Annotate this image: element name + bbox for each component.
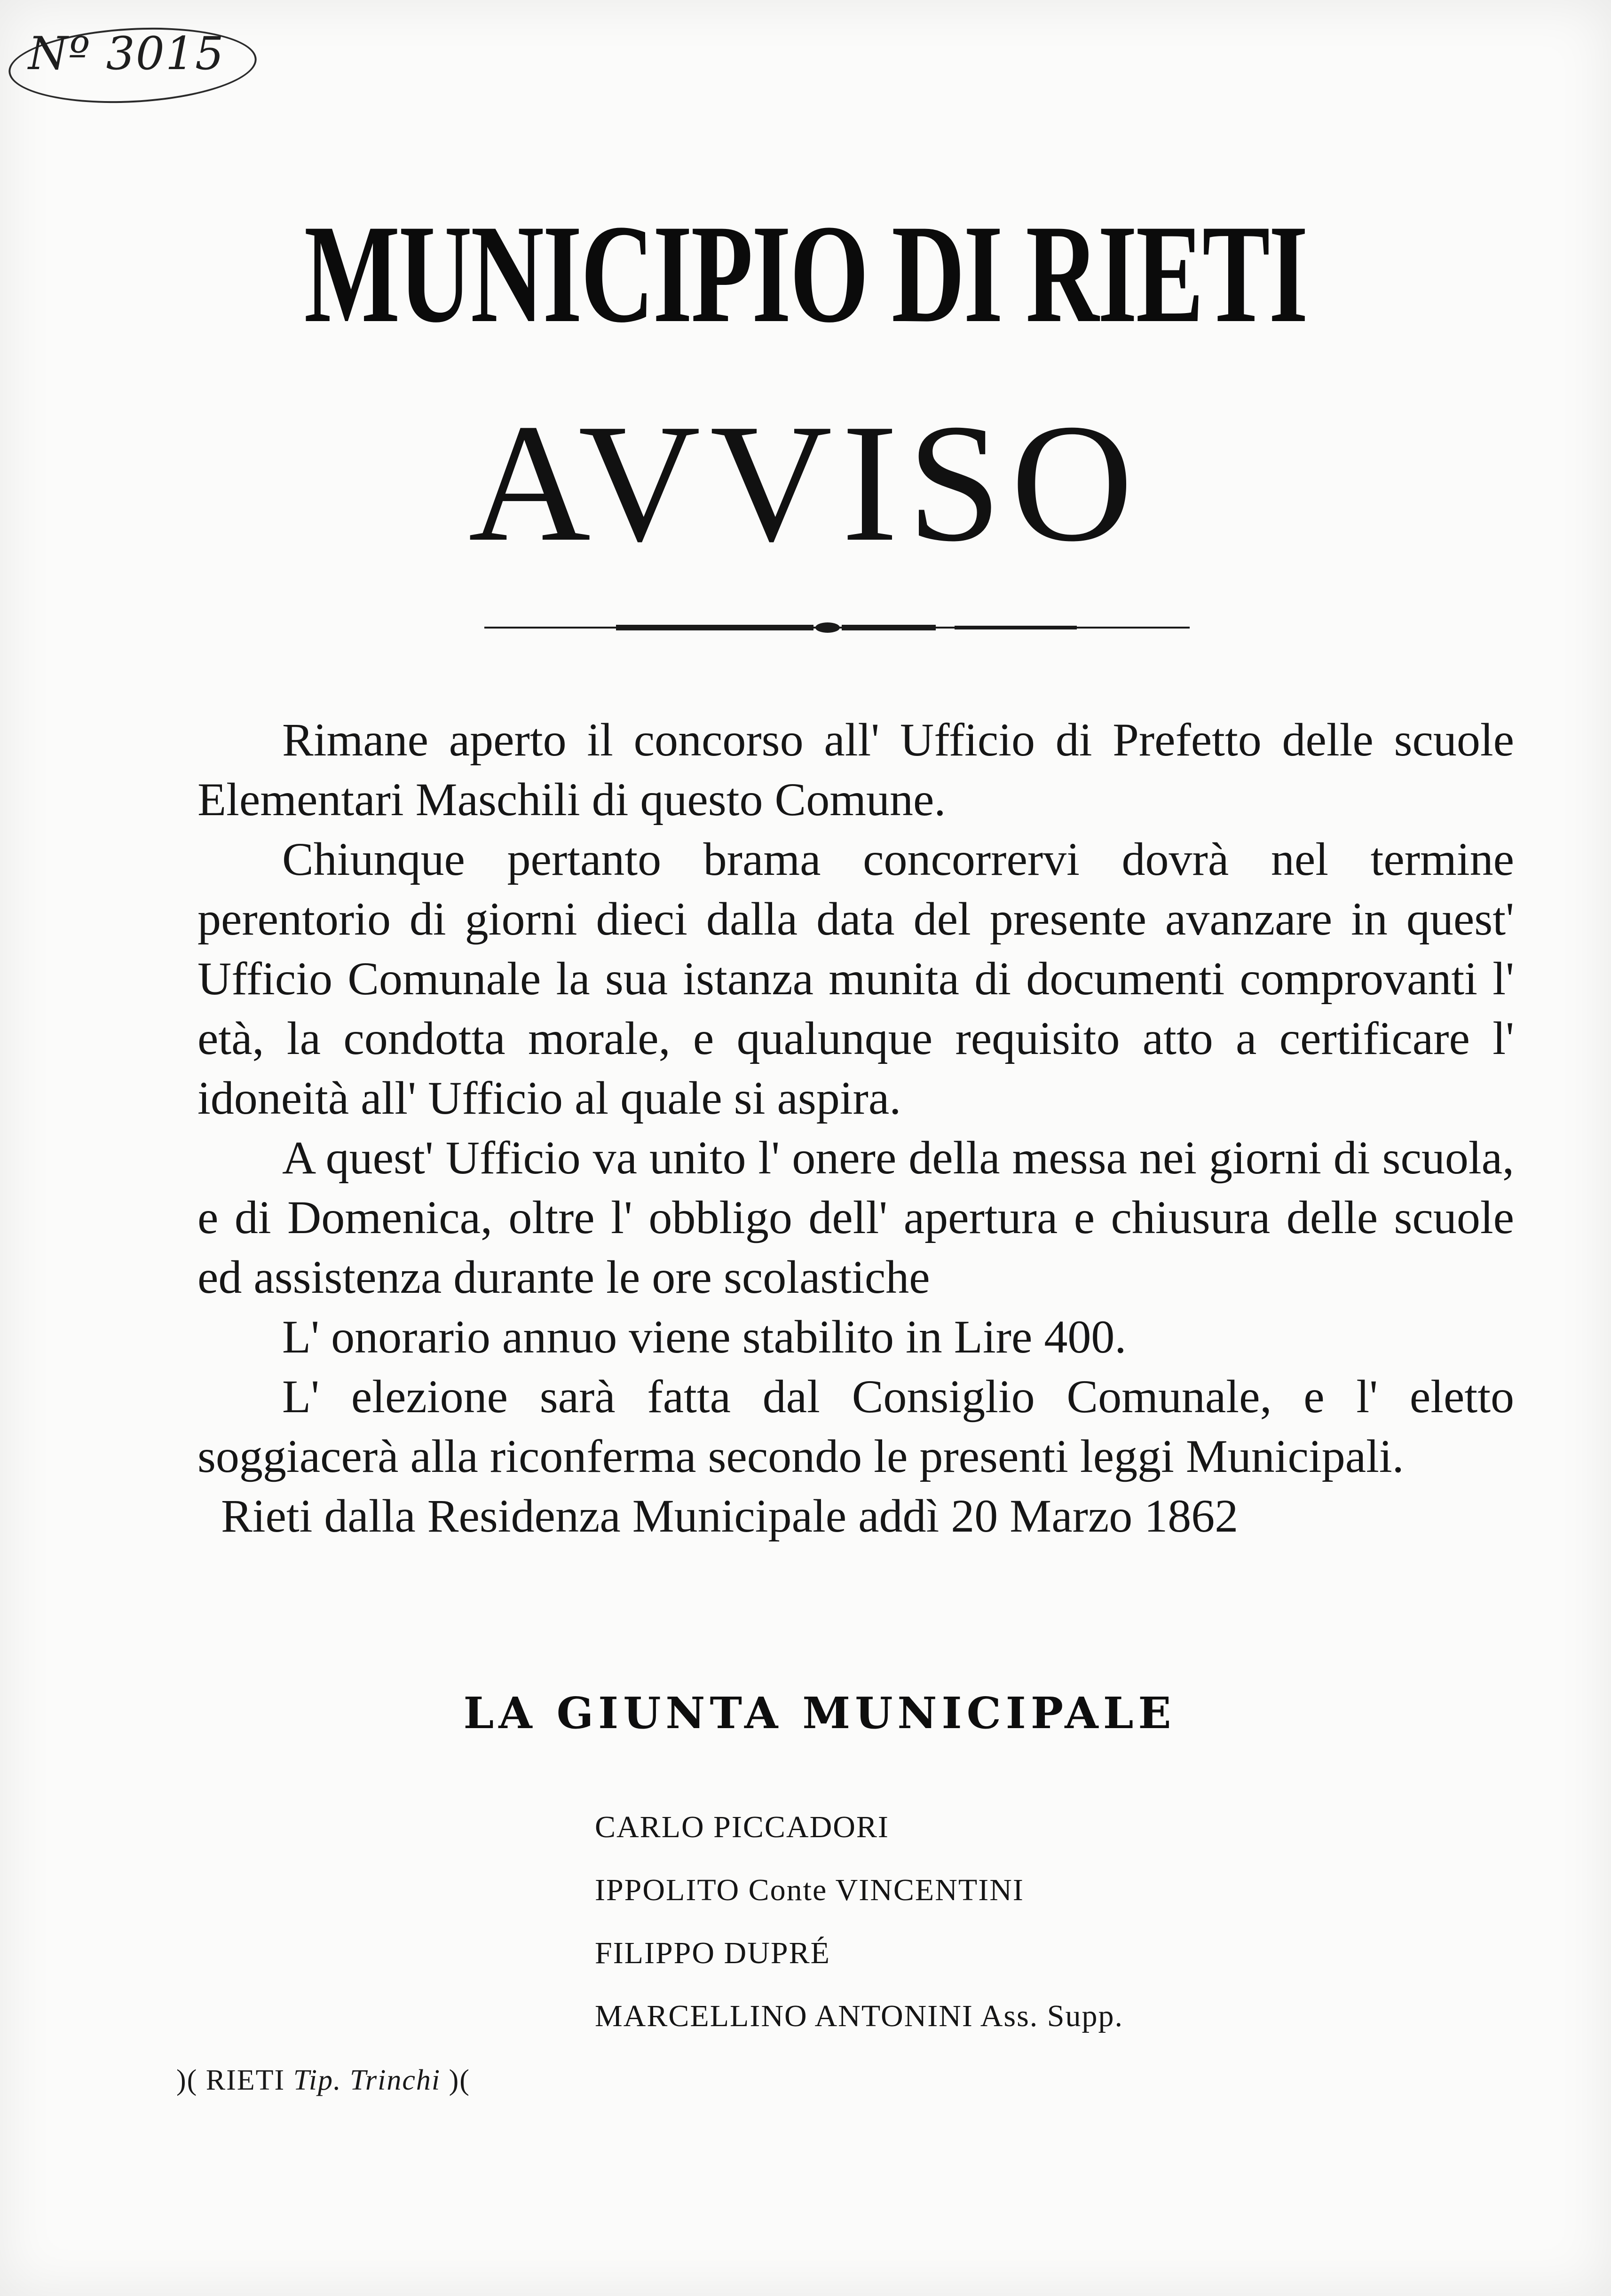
body-paragraph: Chiunque pertanto brama concorrervi dovrà nel termine perentorio di giorni dieci dalla data del presente avanzare in quest' Ufficio Comunale la sua istanza munita di documenti comprovanti l' età, la condotta morale, e qualunque requisito atto a certificare l' idoneità all' Ufficio al quale si aspira. <box>197 833 1514 1124</box>
imprint-tip: Tip. <box>293 2064 342 2096</box>
date-line: Rieti dalla Residenza Municipale addì 20 Marzo 1862 <box>221 1490 1239 1542</box>
imprint-bracket-close: )( <box>449 2064 470 2096</box>
imprint-printer-name: Trinchi <box>349 2064 441 2096</box>
body-paragraph: Rimane aperto il concorso all' Ufficio di Prefetto delle scuole Elementari Maschili di questo Comune. <box>197 714 1514 826</box>
body-paragraph: A quest' Ufficio va unito l' onere della messa nei giorni di scuola, e di Domenica, oltre l' obbligo dell' apertura e chiusura delle scuole ed assistenza durante le ore scolastiche <box>197 1132 1514 1303</box>
printer-imprint <box>176 2064 470 2097</box>
notice-body <box>197 710 1514 1546</box>
imprint-city: RIETI <box>205 2064 285 2096</box>
body-paragraph: L' elezione sarà fatta dal Consiglio Comunale, e l' eletto soggiacerà alla riconferma secondo le presenti leggi Municipali. <box>197 1370 1514 1482</box>
imprint-bracket-open: )( <box>176 2064 198 2096</box>
avviso-title: AVVISO <box>468 389 1143 576</box>
signatory-name: MARCELLINO ANTONINI Ass. Supp. <box>595 1999 1123 2033</box>
giunta-heading: LA GIUNTA MUNICIPALE <box>463 1688 1176 1738</box>
signatory-name: CARLO PICCADORI <box>595 1810 889 1844</box>
signatory-name: IPPOLITO Conte VINCENTINI <box>595 1873 1024 1907</box>
ornament-rule <box>484 621 1190 635</box>
archive-number: Nº 3015 <box>28 27 225 80</box>
signatory-name: FILIPPO DUPRÉ <box>595 1936 830 1970</box>
municipio-title: MUNICIPIO DI RIETI <box>304 196 1307 352</box>
body-paragraph: L' onorario annuo viene stabilito in Lire 400. <box>282 1311 1127 1363</box>
signatories-list <box>595 1796 1123 2048</box>
